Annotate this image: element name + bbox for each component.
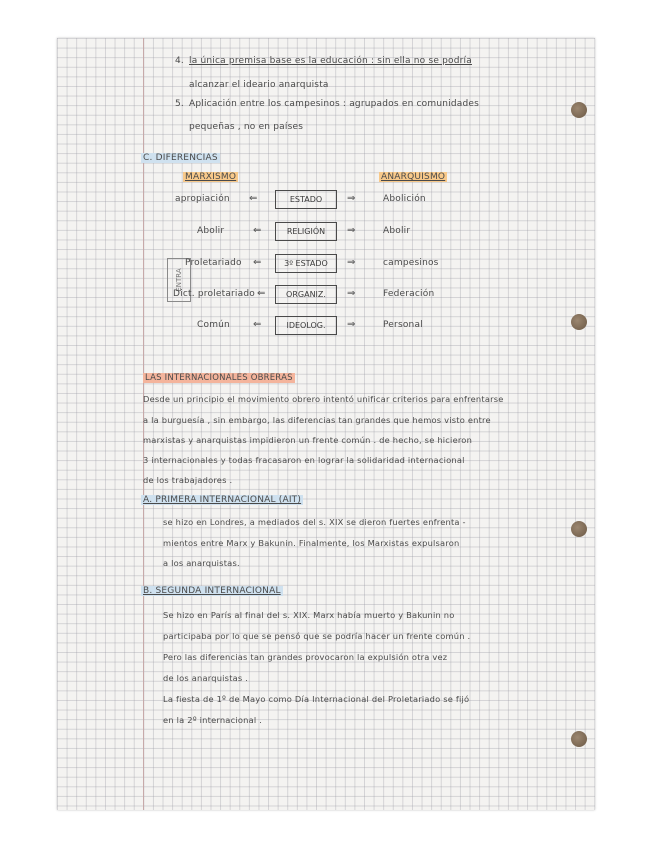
row-left-text: Abolir: [197, 226, 225, 236]
arrow-left-icon: ⇐: [253, 225, 262, 236]
row-right-text: campesinos: [383, 258, 439, 268]
row-right-text: Abolir: [383, 226, 411, 236]
paragraph-line: participaba por lo que se pensó que se podría hacer un frente común .: [163, 631, 471, 641]
arrow-right-icon: ⇒: [347, 225, 356, 236]
arrow-right-icon: ⇒: [347, 319, 356, 330]
concept-box: 3º ESTADO: [275, 254, 337, 273]
concept-box: ESTADO: [275, 190, 337, 209]
concept-box: IDEOLOG.: [275, 316, 337, 335]
paragraph-line: Pero las diferencias tan grandes provocaron la expulsión otra vez: [163, 652, 448, 662]
arrow-left-icon: ⇐: [253, 319, 262, 330]
row-left-text: Proletariado: [185, 258, 242, 268]
arrow-left-icon: ⇐: [253, 257, 262, 268]
paragraph-line: Desde un principio el movimiento obrero intentó unificar criterios para enfrentarse: [143, 394, 504, 404]
concept-box: RELIGIÓN: [275, 222, 337, 241]
section-heading-segunda: B. SEGUNDA INTERNACIONAL: [143, 586, 281, 596]
paragraph-line: a los anarquistas.: [163, 558, 240, 568]
list-item-text: pequeñas , no en países: [189, 122, 304, 132]
arrow-right-icon: ⇒: [347, 193, 356, 204]
concept-box: ORGANIZ.: [275, 285, 337, 304]
list-number: 5.: [175, 99, 184, 109]
section-heading-c: C. DIFERENCIAS: [143, 153, 218, 163]
list-item-text: Aplicación entre los campesinos : agrupados en comunidades: [189, 99, 480, 109]
section-heading-primera: A. PRIMERA INTERNACIONAL (AIT): [143, 495, 302, 505]
binder-hole: [571, 314, 587, 330]
arrow-left-icon: ⇐: [249, 193, 258, 204]
column-heading-marxismo: MARXISMO: [185, 172, 237, 182]
binder-hole: [571, 102, 587, 118]
row-left-text: Común: [197, 320, 230, 330]
paragraph-line: Se hizo en París al final del s. XIX. Marx había muerto y Bakunin no: [163, 610, 455, 620]
row-right-text: Abolición: [383, 194, 426, 204]
row-left-text: apropiación: [175, 194, 230, 204]
column-heading-anarquismo: ANARQUISMO: [381, 172, 446, 182]
paragraph-line: mientos entre Marx y Bakunin. Finalmente, los Marxistas expulsaron: [163, 538, 460, 548]
row-right-text: Personal: [383, 320, 423, 330]
paragraph-line: marxistas y anarquistas impidieron un frente común . de hecho, se hicieron: [143, 435, 473, 445]
section-heading-internacionales: LAS INTERNACIONALES OBRERAS: [145, 373, 293, 383]
row-left-text: Dict. proletariado: [173, 289, 255, 299]
binder-hole: [571, 521, 587, 537]
list-item-text: la única premisa base es la educación : sin ella no se podría: [189, 56, 472, 66]
paragraph-line: se hizo en Londres, a mediados del s. XIX se dieron fuertes enfrenta -: [163, 517, 466, 527]
row-right-text: Federación: [383, 289, 435, 299]
paragraph-line: La fiesta de 1º de Mayo como Día Internacional del Proletariado se fijó: [163, 694, 470, 704]
arrow-right-icon: ⇒: [347, 257, 356, 268]
paragraph-line: 3 internacionales y todas fracasaron en lograr la solidaridad internacional: [143, 455, 465, 465]
arrow-right-icon: ⇒: [347, 288, 356, 299]
paragraph-line: de los anarquistas .: [163, 673, 249, 683]
notebook-page: [57, 38, 595, 810]
paragraph-line: de los trabajadores .: [143, 475, 233, 485]
paragraph-line: en la 2º internacional .: [163, 715, 263, 725]
side-note: ENTRA: [167, 258, 191, 302]
arrow-left-icon: ⇐: [257, 288, 266, 299]
list-number: 4.: [175, 56, 184, 66]
list-item-text: alcanzar el ideario anarquista: [189, 80, 329, 90]
paragraph-line: a la burguesía , sin embargo, las diferencias tan grandes que hemos visto entre: [143, 415, 491, 425]
binder-hole: [571, 731, 587, 747]
